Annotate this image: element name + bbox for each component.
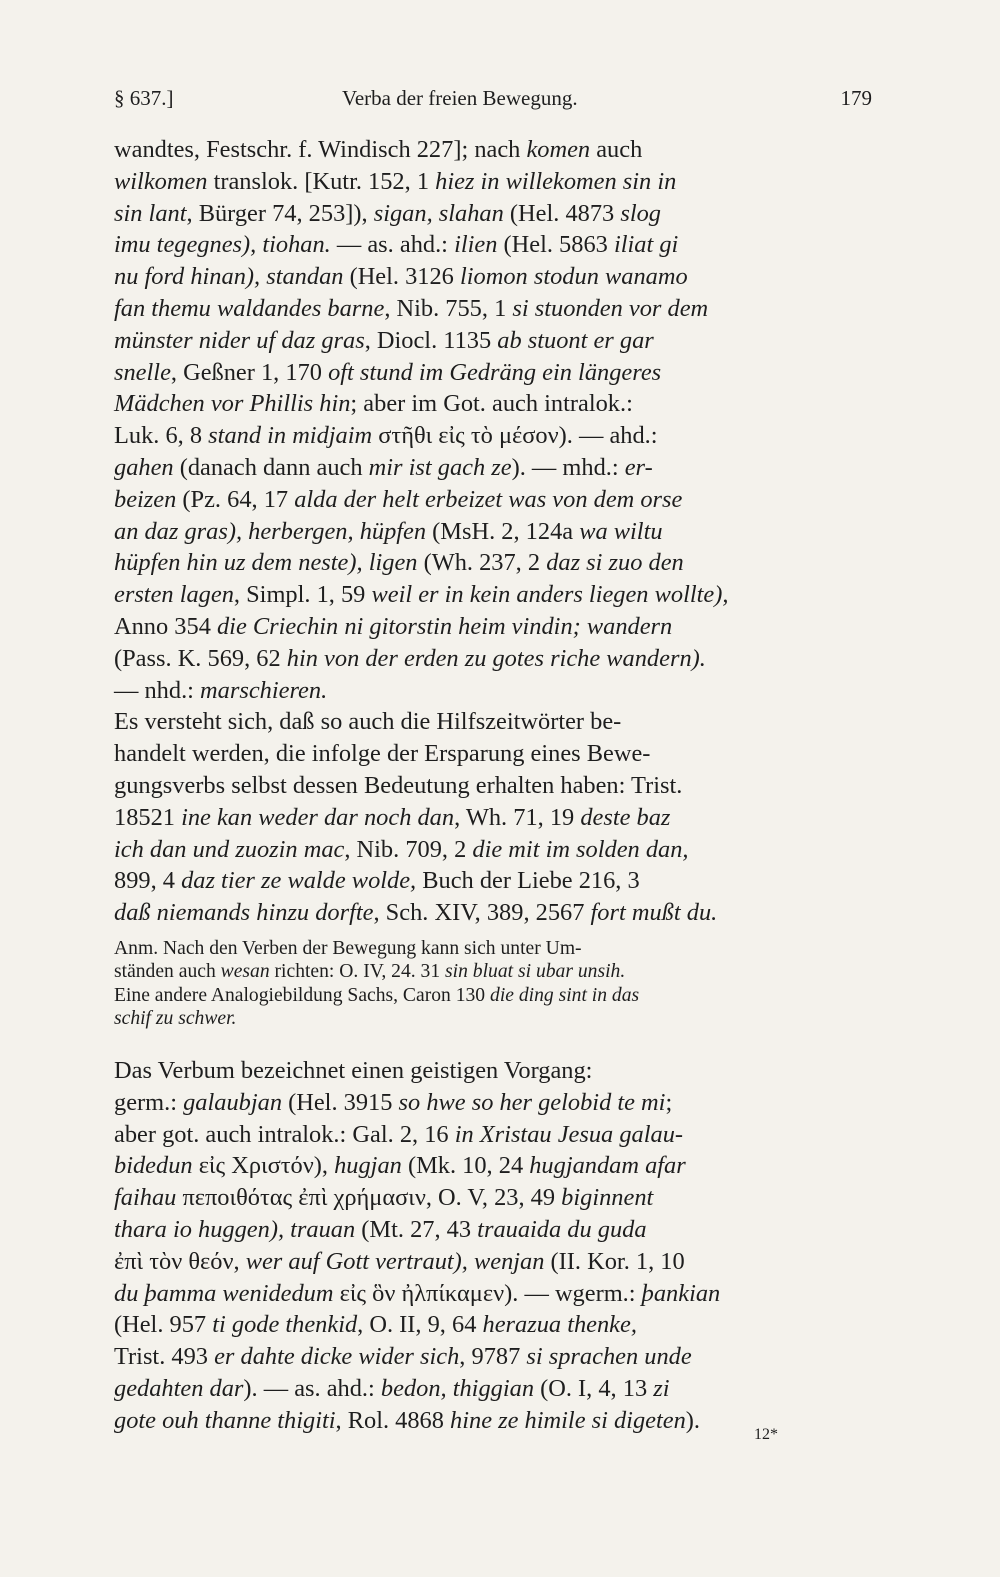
italic-citation: marschieren. xyxy=(200,676,328,704)
text-line xyxy=(114,166,878,198)
text-segment: , Sch. XIV, 389, 2567 xyxy=(373,899,591,927)
text-segment: — nhd.: xyxy=(114,676,201,704)
italic-citation: bidedun xyxy=(114,1152,193,1180)
text-segment: , Rol. 4868 xyxy=(335,1406,451,1434)
italic-citation: fort mußt du. xyxy=(590,899,718,927)
text-line xyxy=(114,1309,878,1341)
text-segment: richten: O. IV, 24. 31 xyxy=(269,961,446,983)
italic-citation: daz tier ze walde wolde, xyxy=(181,867,417,895)
italic-citation: fan themu waldandes barne xyxy=(114,294,385,322)
text-segment: Das Verbum bezeichnet einen geistigen Vorgang: xyxy=(114,1056,593,1084)
italic-citation: mir ist gach ze xyxy=(368,453,512,481)
text-segment: aber got. auch intralok.: Gal. 2, 16 xyxy=(114,1120,455,1148)
paragraph-continuation xyxy=(114,134,878,706)
text-line xyxy=(114,643,878,675)
text-segment: ; aber im Got. auch intralok.: xyxy=(350,390,633,418)
italic-citation: wer auf Gott vertraut), wenjan xyxy=(245,1247,545,1275)
italic-citation: hin von der erden zu gotes riche wandern). xyxy=(286,644,706,672)
text-segment: auch xyxy=(590,136,643,163)
text-line xyxy=(114,897,878,929)
text-line xyxy=(114,1182,878,1214)
italic-citation: beizen xyxy=(114,485,177,513)
text-segment: germ.: xyxy=(114,1088,184,1116)
text-line xyxy=(114,261,878,293)
text-segment: , Nib. 709, 2 xyxy=(344,835,473,863)
text-segment: (Hel. 5863 xyxy=(497,231,614,259)
text-segment: (Hel. 3126 xyxy=(343,263,460,291)
italic-citation: daß niemands hinzu dorfte xyxy=(114,899,374,927)
section-reference: § 637.] xyxy=(114,86,174,110)
paragraph-hilfszeitwoerter xyxy=(114,706,878,929)
text-segment: handelt werden, die infolge der Ersparung eines Bewe- xyxy=(114,740,651,768)
text-line xyxy=(114,960,878,984)
page-number: 179 xyxy=(840,86,872,110)
text-segment: , Geßner 1, 170 xyxy=(170,358,329,386)
text-segment: στῆθι εἰς τὸ μέσον). — ahd.: xyxy=(372,422,658,450)
italic-citation: schif zu schwer. xyxy=(114,1008,237,1030)
italic-citation: münster nider uf daz gras xyxy=(114,326,365,354)
italic-citation: trauaida du guda xyxy=(477,1215,647,1243)
text-line xyxy=(114,484,878,516)
italic-citation: snelle xyxy=(114,358,171,386)
italic-citation: die Criechin ni gitorstin heim vindin; wandern xyxy=(216,612,673,640)
text-line xyxy=(114,611,878,643)
paragraph-geistiger-vorgang xyxy=(114,1055,878,1437)
italic-citation: hugjan xyxy=(334,1152,402,1180)
italic-citation: ich dan und zuozin mac xyxy=(114,835,345,863)
text-segment: (II. Kor. 1, 10 xyxy=(544,1247,685,1275)
italic-citation: bedon, thiggian xyxy=(380,1374,535,1402)
text-segment: Luk. 6, 8 xyxy=(114,422,209,450)
text-segment: 18521 xyxy=(114,803,182,831)
italic-citation: herazua thenke, xyxy=(482,1311,637,1339)
text-segment: ständen auch xyxy=(114,961,221,983)
text-segment: translok. [Kutr. 152, 1 xyxy=(207,167,436,195)
text-segment: (Mt. 27, 43 xyxy=(355,1215,478,1243)
italic-citation: galaubjan xyxy=(183,1088,283,1116)
text-segment: Eine andere Analogiebildung Sachs, Caron 130 xyxy=(114,984,491,1006)
text-segment: , 9787 xyxy=(459,1343,527,1371)
italic-citation: die ding sint in das xyxy=(490,984,640,1006)
text-segment: — as. ahd.: xyxy=(330,231,455,259)
text-segment: , O. II, 9, 64 xyxy=(357,1311,483,1339)
italic-citation: sin bluat si ubar unsih. xyxy=(445,961,626,983)
italic-citation: deste baz xyxy=(580,803,671,831)
italic-citation: die mit im solden dan, xyxy=(472,835,689,863)
text-line xyxy=(114,198,878,230)
italic-citation: er dahte dicke wider sich xyxy=(214,1343,460,1371)
text-segment: , Wh. 71, 19 xyxy=(454,803,581,831)
italic-citation: stand in midjaim xyxy=(208,422,373,450)
text-line xyxy=(114,134,878,166)
italic-citation: er- xyxy=(624,453,653,481)
text-segment: πεποιθότας ἐπὶ χρήμασιν, O. V, 23, 49 xyxy=(176,1184,562,1212)
italic-citation: ersten lagen xyxy=(114,581,234,609)
text-segment: ἐπὶ τὸν θεόν, xyxy=(114,1247,246,1275)
italic-citation: liomon stodun wanamo xyxy=(459,263,688,291)
text-segment: ). xyxy=(685,1406,701,1434)
italic-citation: imu tegegnes), tiohan. xyxy=(114,231,331,259)
text-segment: , Diocl. 1135 xyxy=(364,326,498,354)
footnote-anmerkung xyxy=(114,937,878,1031)
text-segment: gungsverbs selbst dessen Bedeutung erhalten haben: Trist. xyxy=(114,771,683,799)
italic-citation: si sprachen unde xyxy=(526,1343,692,1371)
italic-citation: wa wiltu xyxy=(579,517,663,545)
text-line xyxy=(114,1341,878,1373)
italic-citation: gahen xyxy=(114,453,174,481)
italic-citation: hüpfen hin uz dem neste), ligen xyxy=(114,549,418,577)
text-line xyxy=(114,1373,878,1405)
italic-citation: alda der helt erbeizet was von dem orse xyxy=(294,485,683,513)
text-line xyxy=(114,516,878,548)
text-segment: (Pz. 64, 17 xyxy=(176,485,295,513)
italic-citation: si stuonden vor dem xyxy=(512,294,709,322)
italic-citation: hiez in willekomen sin in xyxy=(435,167,677,195)
text-line xyxy=(114,706,878,738)
text-segment: (Hel. 3915 xyxy=(282,1088,399,1116)
text-line xyxy=(114,547,878,579)
italic-citation: faihau xyxy=(114,1184,177,1212)
italic-citation: so hwe so her gelobid te mi xyxy=(398,1088,666,1116)
text-line xyxy=(114,937,878,961)
italic-citation: in Xristau Jesua galau- xyxy=(454,1120,684,1148)
text-segment: , Nib. 755, 1 xyxy=(384,294,513,322)
italic-citation: sigan, slahan xyxy=(373,199,504,227)
italic-citation: zi xyxy=(653,1374,670,1402)
text-line xyxy=(114,1007,878,1031)
text-line xyxy=(114,293,878,325)
text-line xyxy=(114,1214,878,1246)
text-segment: ; xyxy=(665,1088,673,1116)
text-segment: , Bürger 74, 253]), xyxy=(186,199,374,227)
text-segment: Anno 354 xyxy=(114,612,217,640)
italic-citation: hugjandam afar xyxy=(529,1152,686,1180)
italic-citation: ilien xyxy=(454,231,498,259)
text-segment: Buch der Liebe 216, 3 xyxy=(416,867,640,895)
text-line xyxy=(114,675,878,707)
italic-citation: ine kan weder dar noch dan xyxy=(181,803,455,831)
page-body xyxy=(114,134,878,1436)
italic-citation: sin lant xyxy=(114,199,187,227)
italic-citation: hine ze himile si digeten xyxy=(450,1406,686,1434)
text-segment: Anm. Nach den Verben der Bewegung kann sich unter Um- xyxy=(114,937,582,959)
text-line xyxy=(114,1055,878,1087)
text-segment: εἰς Χριστόν), xyxy=(192,1152,335,1180)
text-segment: (MsH. 2, 124a xyxy=(426,517,580,545)
italic-citation: wesan xyxy=(220,961,270,983)
text-line xyxy=(114,1119,878,1151)
text-segment: ). — as. ahd.: xyxy=(243,1374,381,1402)
italic-citation: oft stund im Gedräng ein längeres xyxy=(328,358,662,386)
text-line xyxy=(114,984,878,1008)
italic-citation: gedahten dar xyxy=(114,1374,244,1402)
text-line xyxy=(114,865,878,897)
text-line xyxy=(114,802,878,834)
italic-citation: slog xyxy=(620,199,662,227)
text-segment: 899, 4 xyxy=(114,867,182,895)
text-segment: (Pass. K. 569, 62 xyxy=(114,644,287,672)
italic-citation: komen xyxy=(526,136,591,163)
text-line xyxy=(114,357,878,389)
text-line xyxy=(114,229,878,261)
text-line xyxy=(114,388,878,420)
text-line xyxy=(114,738,878,770)
italic-citation: biginnent xyxy=(561,1184,654,1212)
text-segment: (Hel. 4873 xyxy=(503,199,621,227)
text-line xyxy=(114,1246,878,1278)
text-line xyxy=(114,1278,878,1310)
italic-citation: þankian xyxy=(641,1279,721,1307)
text-line xyxy=(114,325,878,357)
italic-citation: du þamma wenidedum xyxy=(114,1279,334,1307)
italic-citation: ab stuont er gar xyxy=(497,326,654,354)
signature-mark: 12* xyxy=(754,1426,778,1443)
italic-citation: an daz gras), herbergen, hüpfen xyxy=(114,517,427,545)
italic-citation: daz si zuo den xyxy=(546,549,684,577)
text-segment: εἰς ὃν ἠλπίκαμεν). — wgerm.: xyxy=(333,1279,642,1307)
text-line xyxy=(114,579,878,611)
italic-citation: thara io huggen), trauan xyxy=(114,1215,356,1243)
text-segment: (danach dann auch xyxy=(173,453,369,481)
italic-citation: wilkomen xyxy=(114,167,208,195)
text-line xyxy=(114,420,878,452)
text-segment: (Wh. 237, 2 xyxy=(417,549,547,577)
text-segment: wandtes, Festschr. f. Windisch 227]; nach xyxy=(114,136,527,163)
text-segment: (Mk. 10, 24 xyxy=(401,1152,530,1180)
text-segment: (O. I, 4, 13 xyxy=(534,1374,654,1402)
running-header xyxy=(114,80,878,116)
italic-citation: gote ouh thanne thigiti xyxy=(114,1406,336,1434)
italic-citation: Mädchen vor Phillis hin xyxy=(114,390,351,418)
text-segment: (Hel. 957 xyxy=(114,1311,213,1339)
italic-citation: nu ford hinan), standan xyxy=(114,263,344,291)
text-line xyxy=(114,452,878,484)
italic-citation: weil er in kein anders liegen wollte), xyxy=(371,581,729,609)
text-segment: Es versteht sich, daß so auch die Hilfszeitwörter be- xyxy=(114,708,622,736)
text-line xyxy=(114,1150,878,1182)
text-segment: Trist. 493 xyxy=(114,1343,215,1371)
italic-citation: iliat gi xyxy=(613,231,679,259)
text-segment: , Simpl. 1, 59 xyxy=(233,581,372,609)
italic-citation: ti gode thenkid xyxy=(212,1311,358,1339)
text-line xyxy=(114,834,878,866)
text-line xyxy=(114,770,878,802)
running-title: Verba der freien Bewegung. xyxy=(342,86,578,110)
text-segment: ). — mhd.: xyxy=(511,453,625,481)
text-line xyxy=(114,1087,878,1119)
